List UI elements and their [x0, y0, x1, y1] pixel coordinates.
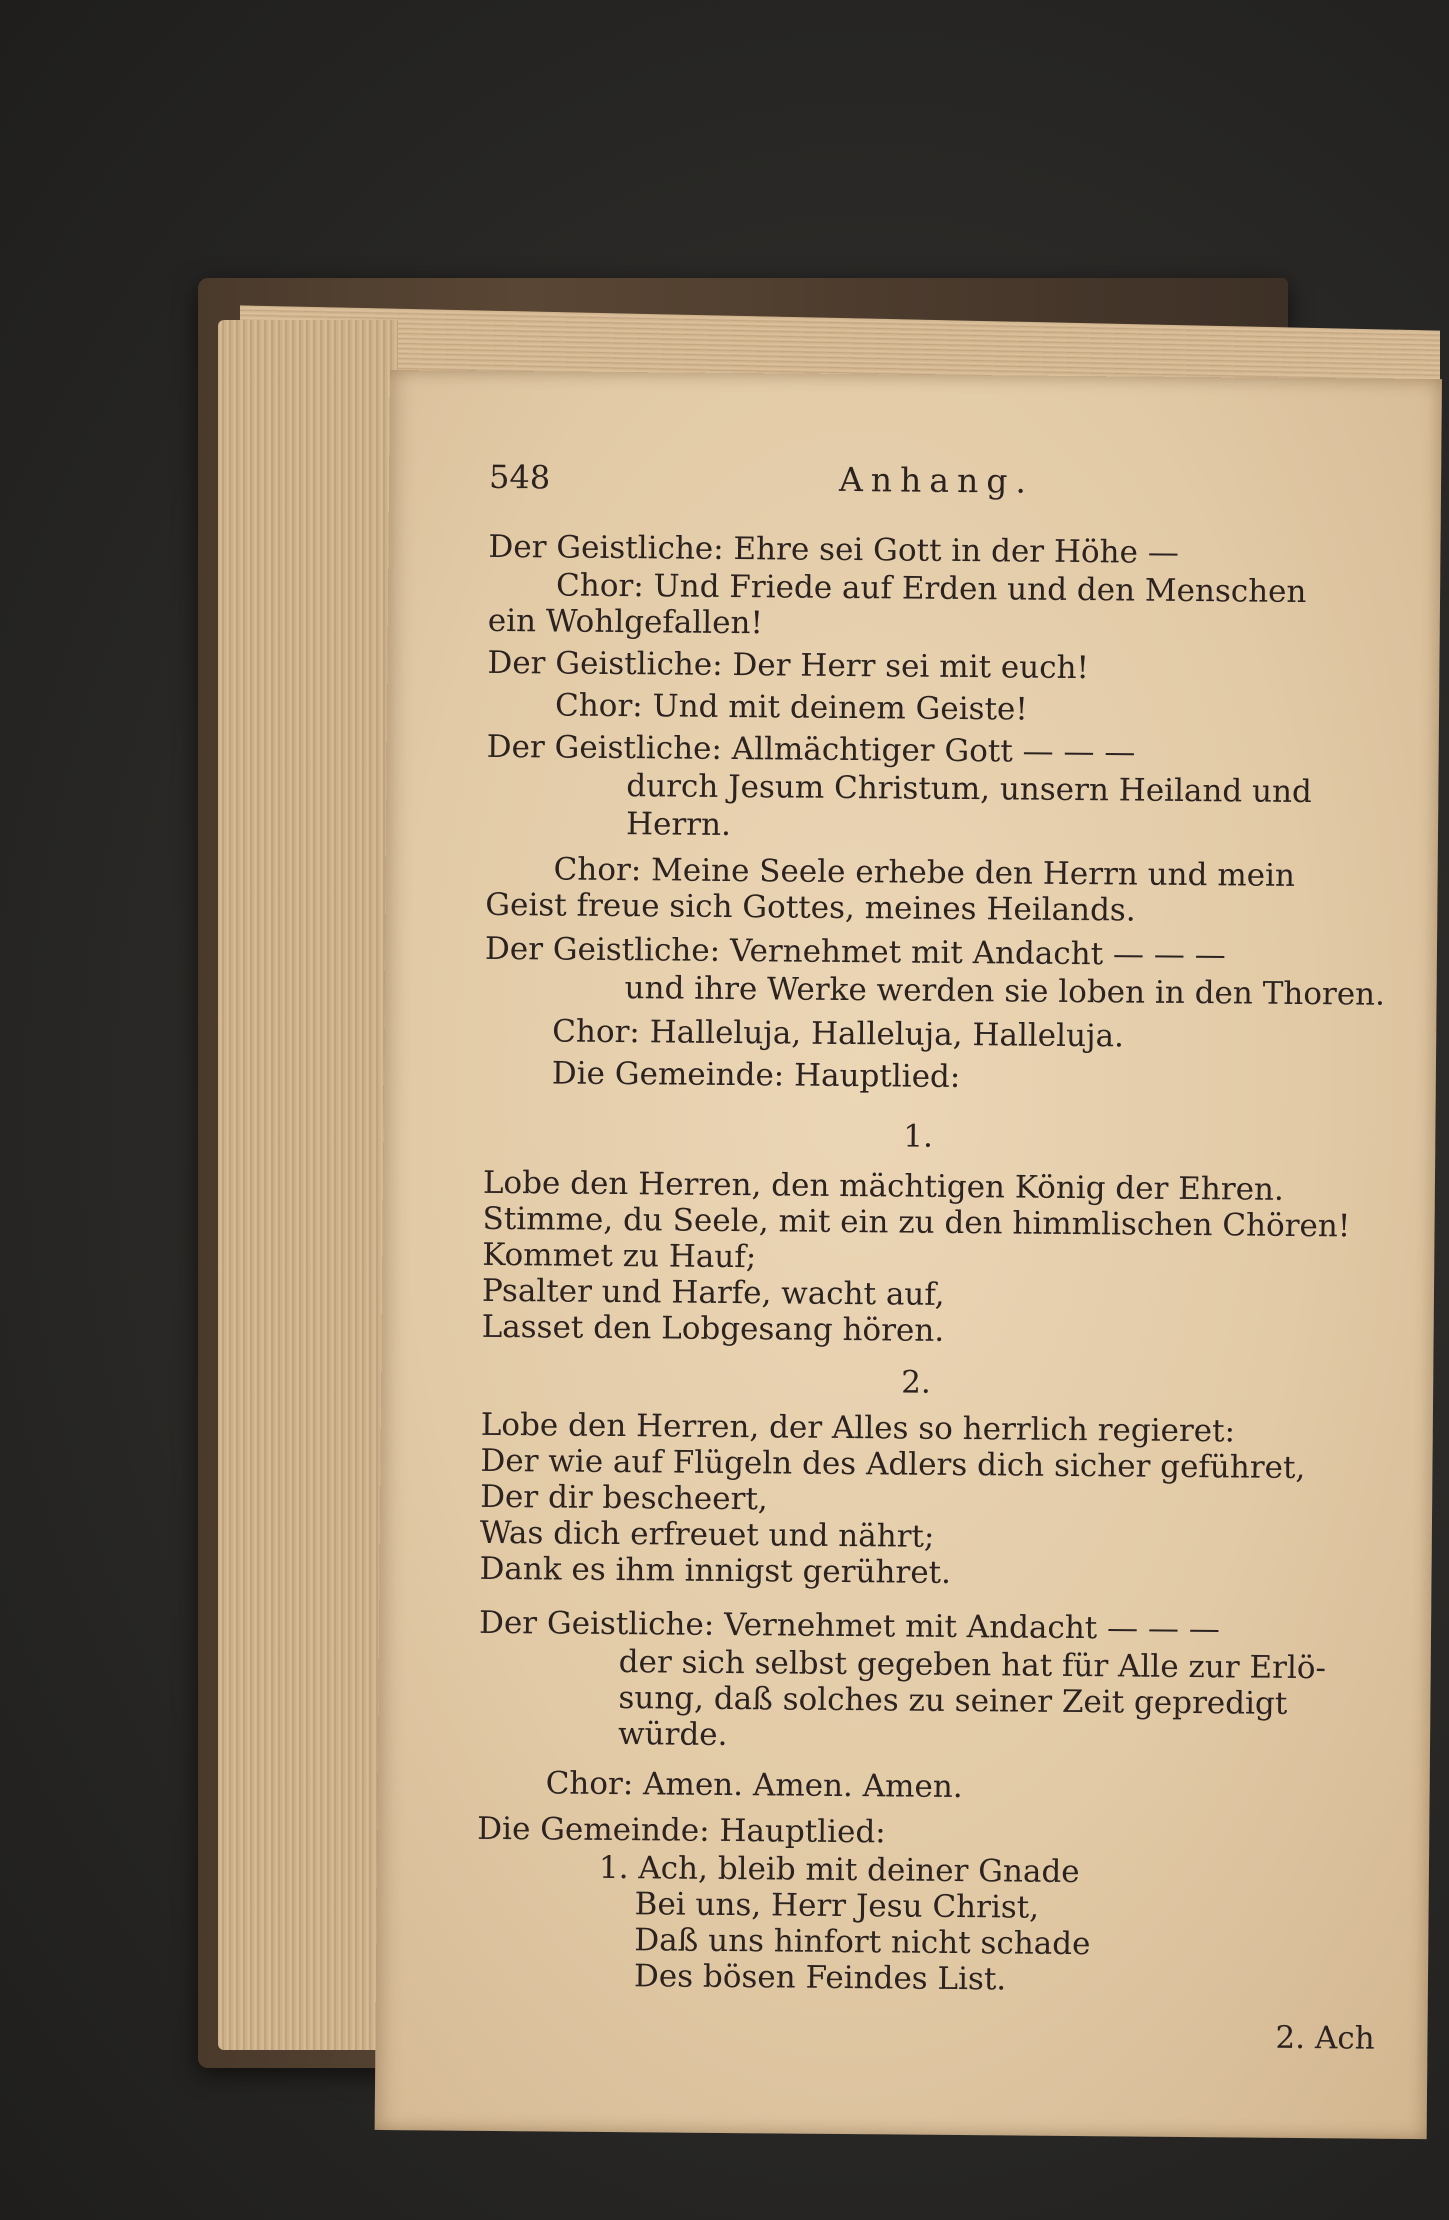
- hymn-line: Bei uns, Herr Jesu Christ,: [634, 1886, 1040, 1926]
- hymn-line: Dank es ihm innigst gerühret.: [479, 1550, 952, 1591]
- text-line: durch Jesum Christum, unsern Heiland und: [626, 768, 1313, 811]
- hymn-line: Der wie auf Flügeln des Adlers dich sicher geführet,: [480, 1442, 1306, 1487]
- text-line: Chor: Meine Seele erhebe den Herrn und mein: [553, 851, 1296, 894]
- text-line: Die Gemeinde: Hauptlied:: [551, 1055, 961, 1096]
- text-line: Der Geistliche: Allmächtiger Gott — — —: [486, 728, 1136, 771]
- hymn-line: Lobe den Herren, der Alles so herrlich regieret:: [480, 1406, 1236, 1450]
- text-line: Der Geistliche: Vernehmet mit Andacht — — —: [484, 930, 1226, 974]
- text-line: Chor: Amen. Amen. Amen.: [545, 1765, 963, 1806]
- hymn-line: Des bösen Feindes List.: [633, 1958, 1007, 1998]
- catchword: 2. Ach: [1275, 2019, 1375, 2057]
- text-line: und ihre Werke werden sie loben in den Thoren.: [624, 970, 1386, 1013]
- text-line: Der Geistliche: Der Herr sei mit euch!: [487, 644, 1090, 687]
- running-header: Anhang.: [838, 459, 1035, 501]
- text-line: Herrn.: [625, 806, 732, 843]
- hymn-line: Was dich erfreuet und nährt;: [479, 1514, 935, 1555]
- hymn-line: Kommet zu Hauf;: [482, 1236, 757, 1276]
- hymn-line: Stimme, du Seele, mit ein zu den himmlischen Chören!: [482, 1200, 1351, 1245]
- page-side-edges: [218, 320, 398, 2050]
- hymn-line: 1. Ach, bleib mit deiner Gnade: [598, 1849, 1080, 1891]
- hymn-line: Der dir bescheert,: [480, 1478, 768, 1518]
- text-line: Der Geistliche: Ehre sei Gott in der Höhe —: [488, 528, 1179, 571]
- hymn-line: Daß uns hinfort nicht schade: [634, 1922, 1091, 1963]
- page-number: 548: [488, 457, 551, 497]
- hymn-line: Lobe den Herren, den mächtigen König der Ehren.: [482, 1164, 1284, 1208]
- hymn-line: Lasset den Lobgesang hören.: [481, 1308, 945, 1349]
- text-line: ein Wohlgefallen!: [487, 602, 764, 642]
- text-line: sung, daß solches zu seiner Zeit gepredigt: [618, 1680, 1288, 1722]
- text-line: würde.: [617, 1716, 728, 1753]
- text-line: der sich selbst gegeben hat für Alle zur Erlö-: [618, 1644, 1327, 1687]
- text-line: Chor: Und Friede auf Erden und den Menschen: [555, 567, 1307, 611]
- book-page: [375, 370, 1442, 2139]
- page-text: [375, 370, 1442, 2139]
- text-line: Chor: Und mit deinem Geiste!: [554, 687, 1028, 728]
- hymn-line: Psalter und Harfe, wacht auf,: [481, 1272, 945, 1313]
- text-line: Geist freue sich Gottes, meines Heilands.: [485, 886, 1136, 929]
- text-line: Der Geistliche: Vernehmet mit Andacht — — —: [478, 1604, 1220, 1648]
- text-line: Die Gemeinde: Hauptlied:: [477, 1810, 886, 1851]
- text-line: Chor: Halleluja, Halleluja, Halleluja.: [552, 1013, 1125, 1055]
- stanza-number: 1.: [903, 1118, 934, 1155]
- stanza-number: 2.: [901, 1364, 931, 1401]
